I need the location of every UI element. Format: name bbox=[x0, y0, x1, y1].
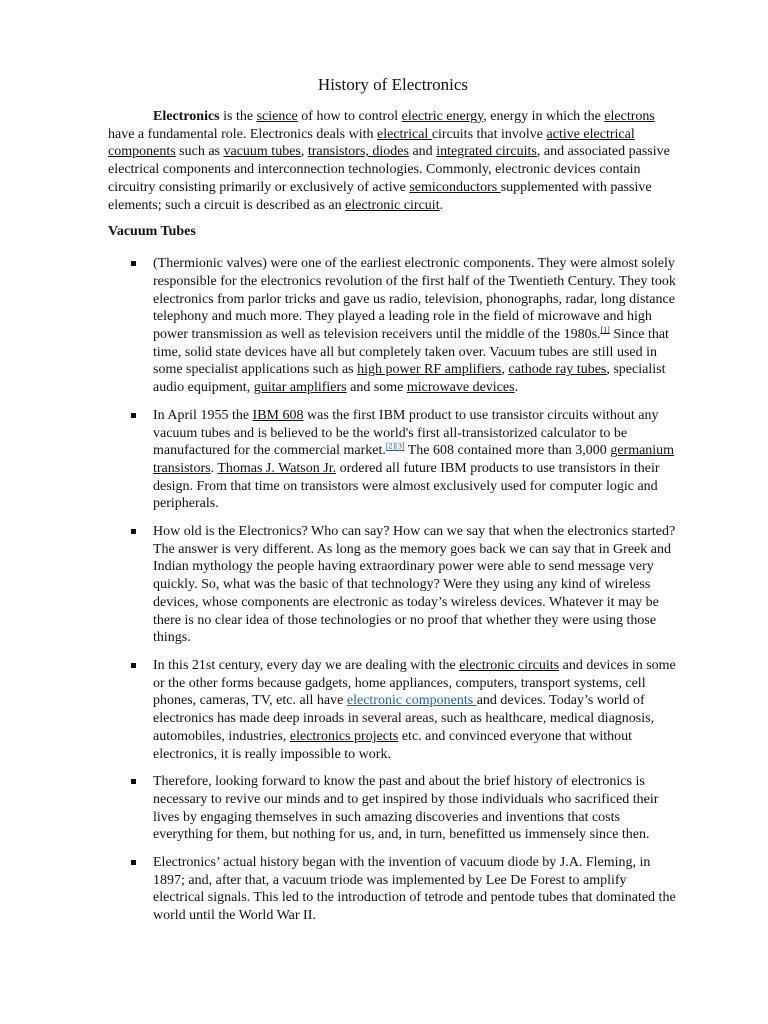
text-run: was the first IBM product to use transistor circuits without any vacuum tubes and is believed to be the world's first all-transistorized calculator to be manufactured for the commercial market. bbox=[153, 407, 659, 459]
list-item bbox=[108, 773, 678, 844]
text-run: and devices in some or the other forms because gadgets, home appliances, computers, transport systems, cell phones, cameras, TV, etc. all have bbox=[153, 657, 676, 709]
list-item bbox=[108, 523, 678, 647]
text-run: In April 1955 the bbox=[153, 407, 253, 423]
list-item-text bbox=[153, 256, 676, 395]
square-bullet-icon bbox=[131, 779, 136, 784]
inline-link[interactable]: electric energy bbox=[401, 109, 484, 124]
list-item-text bbox=[153, 774, 658, 842]
list-item bbox=[108, 255, 678, 397]
inline-link[interactable]: electrons bbox=[604, 109, 655, 124]
text-run: How old is the Electronics? Who can say? How can we say that when the electronics started? The answer is very different. As long as the memory goes back we can say that in Greek and Indian mythology the people having extraordinary power were able to send message very quickly. So, what was the basic of that technology? Were they using any kind of wireless devices, whose components are electronic as today’s wireless devices. Whatever it may be there is no clear idea of those technologies or no proof that whether they were using those things. bbox=[153, 524, 676, 646]
square-bullet-icon bbox=[131, 860, 136, 865]
inline-link[interactable]: semiconductors bbox=[409, 179, 501, 195]
text-run: supplemented with passive elements; such a circuit is described as an bbox=[108, 179, 652, 213]
text-run: . bbox=[439, 197, 444, 213]
list-item-text bbox=[153, 408, 674, 512]
list-item-text bbox=[153, 658, 676, 762]
text-run: . bbox=[210, 460, 218, 476]
text-run: have a fundamental role. Electronics deals with bbox=[108, 126, 378, 142]
list-item-text bbox=[153, 855, 676, 923]
inline-link[interactable]: electronic components bbox=[346, 693, 477, 709]
inline-link[interactable]: electronic circuit bbox=[345, 197, 440, 213]
text-run: Therefore, looking forward to know the past and about the brief history of electronics is necessary to revive our minds and to get inspired by those individuals who sacrificed their lives by engaging themselves in such amazing discoveries and inventions that costs everything for them, but nothing for us, and, in turn, benefitted us immensely since then. bbox=[153, 774, 659, 843]
inline-link[interactable]: electronics projects bbox=[289, 728, 399, 744]
square-bullet-icon bbox=[131, 529, 136, 534]
text-run: and some bbox=[346, 380, 407, 396]
text-run: , bbox=[501, 362, 509, 378]
bold-term: Electronics bbox=[153, 109, 220, 124]
inline-link[interactable]: science bbox=[256, 109, 298, 124]
inline-link[interactable]: IBM 608 bbox=[252, 407, 304, 423]
inline-link[interactable]: transistors bbox=[153, 460, 211, 476]
text-run: , bbox=[300, 144, 308, 160]
section-heading: Vacuum Tubes bbox=[108, 224, 196, 240]
square-bullet-icon bbox=[131, 663, 136, 668]
text-run: of how to control bbox=[297, 109, 402, 124]
text-run: Electronics’ actual history began with the invention of vacuum diode by J.A. Fleming, in 1897; and, after that, a vacuum triode was implemented by Lee De Forest to amplify electrical signals. This led to the introduction of tetrode and pentode tubes that dominated the world until the World War II. bbox=[153, 855, 676, 924]
text-run: circuits that involve bbox=[431, 126, 547, 142]
text-run: (Thermionic valves) were one of the earliest electronic components. They were almost solely responsible for the electronics revolution of the first half of the Twentieth Century. They took electronics from parlor tricks and gave us radio, television, phonographs, radar, long distance telephony and much more. They played a leading role in the field of microwave and high power transmission as well as television receivers until the middle of the 1980s. bbox=[153, 256, 676, 343]
text-run: is the bbox=[219, 109, 257, 124]
text-run: and devices. Today’s world of electronics has made deep inroads in several areas, such as healthcare, medical diagnosis, automobiles, industries, bbox=[153, 693, 655, 744]
inline-link[interactable]: vacuum tubes bbox=[223, 144, 301, 160]
list-item bbox=[108, 854, 678, 925]
inline-link[interactable]: integrated circuits bbox=[436, 144, 537, 160]
list-item bbox=[108, 657, 678, 763]
citation-ref[interactable]: [1] bbox=[600, 325, 610, 335]
text-run: , and associated passive electrical components and interconnection technologies. Commonly, electronic devices contain circuitry consisting primarily or exclusively of active bbox=[108, 144, 670, 195]
text-run: and bbox=[408, 144, 437, 160]
text-run: , energy in which the bbox=[483, 109, 605, 124]
inline-link[interactable]: Thomas J. Watson Jr. bbox=[217, 460, 337, 476]
page-title: History of Electronics bbox=[317, 75, 469, 94]
text-run: such as bbox=[175, 144, 224, 160]
inline-link[interactable]: microwave devices bbox=[406, 380, 515, 396]
text-run: The 608 contained more than 3,000 bbox=[404, 443, 611, 459]
square-bullet-icon bbox=[131, 413, 136, 418]
inline-link[interactable]: cathode ray tubes bbox=[508, 362, 607, 378]
citation-ref[interactable]: [2][3] bbox=[385, 441, 405, 451]
inline-link[interactable]: active electrical components bbox=[108, 126, 635, 160]
text-run: In this 21st century, every day we are dealing with the bbox=[153, 657, 460, 673]
text-run: . bbox=[514, 380, 519, 396]
text-run: ordered all future IBM products to use transistors in their design. From that time on transistors were almost exclusively used for computer logic and peripherals. bbox=[153, 460, 660, 512]
bullet-list bbox=[108, 255, 678, 925]
inline-link[interactable]: electronic circuits bbox=[459, 657, 560, 673]
inline-link[interactable]: electrical bbox=[377, 126, 432, 142]
inline-link[interactable]: high power RF amplifiers bbox=[357, 362, 502, 378]
text-run: etc. and convinced everyone that without electronics, it is really impossible to work. bbox=[153, 728, 632, 762]
inline-link[interactable]: germanium bbox=[610, 443, 675, 459]
inline-link[interactable]: transistors, diodes bbox=[307, 144, 409, 160]
list-item bbox=[108, 407, 678, 513]
list-item-text bbox=[153, 524, 675, 645]
intro-paragraph bbox=[108, 108, 678, 214]
square-bullet-icon bbox=[131, 261, 136, 266]
text-run: Since that time, solid state devices have all but completely taken over. Vacuum tubes are still used in some specialist applications such as bbox=[153, 327, 669, 378]
text-run: , specialist audio equipment, bbox=[153, 362, 666, 396]
inline-link[interactable]: guitar amplifiers bbox=[253, 380, 347, 396]
